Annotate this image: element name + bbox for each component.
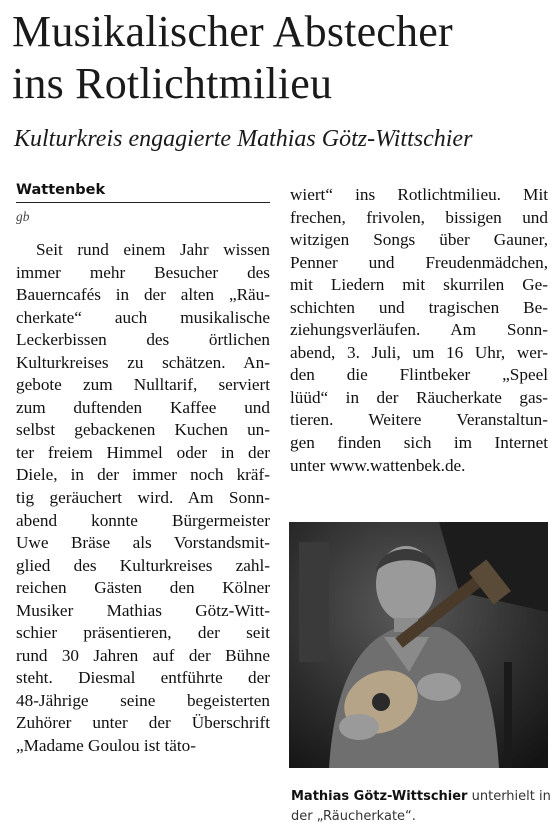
article-text-line: unter www.wattenbek.de. <box>290 455 466 475</box>
headline-line-1: Musikalischer Abstecher <box>12 7 453 56</box>
right-column <box>290 180 548 477</box>
article-text-line: „Madame Goulou ist täto- <box>16 736 196 756</box>
article-text-line: Musiker Mathias Götz-Witt- <box>16 600 270 620</box>
article-text-line: tieren. Weitere Veranstaltun- <box>290 410 548 430</box>
article-text-line: Diele, in der immer noch kräf- <box>16 465 270 485</box>
article-text-line: schier präsentieren, der seit <box>16 623 270 643</box>
article-text-line: 48-Jährige seine begeisterten <box>16 690 270 710</box>
article-text-line: glied des Kulturkreises zahl- <box>16 555 270 575</box>
article-text-line: wiert“ ins Rotlichtmilieu. Mit <box>290 185 548 204</box>
article-text-line: Penner und Freudenmädchen, <box>290 252 548 272</box>
author-byline: gb <box>16 209 30 224</box>
caption-name: Mathias Götz-Wittschier <box>291 789 468 804</box>
article-text-line: rund 30 Jahren auf der Bühne <box>16 645 270 665</box>
article-text-line: gebote zum Nulltarif, serviert <box>16 375 270 395</box>
caption-text: unterhielt in der „Räucherkate“. <box>291 789 551 824</box>
dateline: Wattenbek <box>16 180 270 203</box>
article-text-line: cherkate“ auch musikalische <box>16 307 270 327</box>
article-text-line: selbst gebackenen Kuchen un- <box>16 420 270 440</box>
article-text-line: Zuhörer unter der Überschrift <box>16 713 270 733</box>
headline <box>12 6 552 110</box>
right-column-text <box>290 184 548 477</box>
article-text-line: tig geräuchert wird. Am Sonn- <box>16 488 270 508</box>
article-text-line: ter freiem Himmel oder in der <box>16 442 270 462</box>
article-text-line: mit Liedern mit skurrilen Ge- <box>290 275 548 295</box>
article-text-line: lüüd“ in der Räucherkate gas- <box>290 387 548 407</box>
article-text-line: witzigen Songs über Gauner, <box>290 230 548 250</box>
article-text-line: Kulturkreises zu schätzen. An- <box>16 352 270 372</box>
subheadline: Kulturkreis engagierte Mathias Götz-Wittschier <box>14 126 473 152</box>
left-column-text <box>16 239 270 758</box>
performer-photo <box>289 522 548 768</box>
article-text-line: Bauerncafés in der alten „Räu- <box>16 285 270 305</box>
article-text-line: steht. Diesmal entführte der <box>16 668 270 688</box>
article-text-line: frechen, frivolen, bissigen und <box>290 207 548 227</box>
headline-line-2: ins Rotlichtmilieu <box>12 59 333 108</box>
left-column <box>16 180 270 758</box>
article-text-line: reichen Gästen den Kölner <box>16 578 270 598</box>
article-text-line: zum duftenden Kaffee und <box>16 397 270 417</box>
article-text-line: den die Flintbeker „Speel <box>290 365 548 385</box>
article-text-line: Seit rund einem Jahr wissen <box>36 240 270 259</box>
article-text-line: ziehungsverläufen. Am Sonn- <box>290 320 548 340</box>
article-text-line: abend, 3. Juli, um 16 Uhr, wer- <box>290 342 548 362</box>
article-text-line: immer mehr Besucher des <box>16 262 270 282</box>
article-text-line: abend konnte Bürgermeister <box>16 510 270 530</box>
article-text-line: gen finden sich im Internet <box>290 433 548 453</box>
article-text-line: Uwe Bräse als Vorstandsmit- <box>16 533 270 553</box>
article-text-line: Leckerbissen des örtlichen <box>16 330 270 350</box>
article-text-line: schichten und tragischen Be- <box>290 297 548 317</box>
photo-caption <box>291 787 553 827</box>
